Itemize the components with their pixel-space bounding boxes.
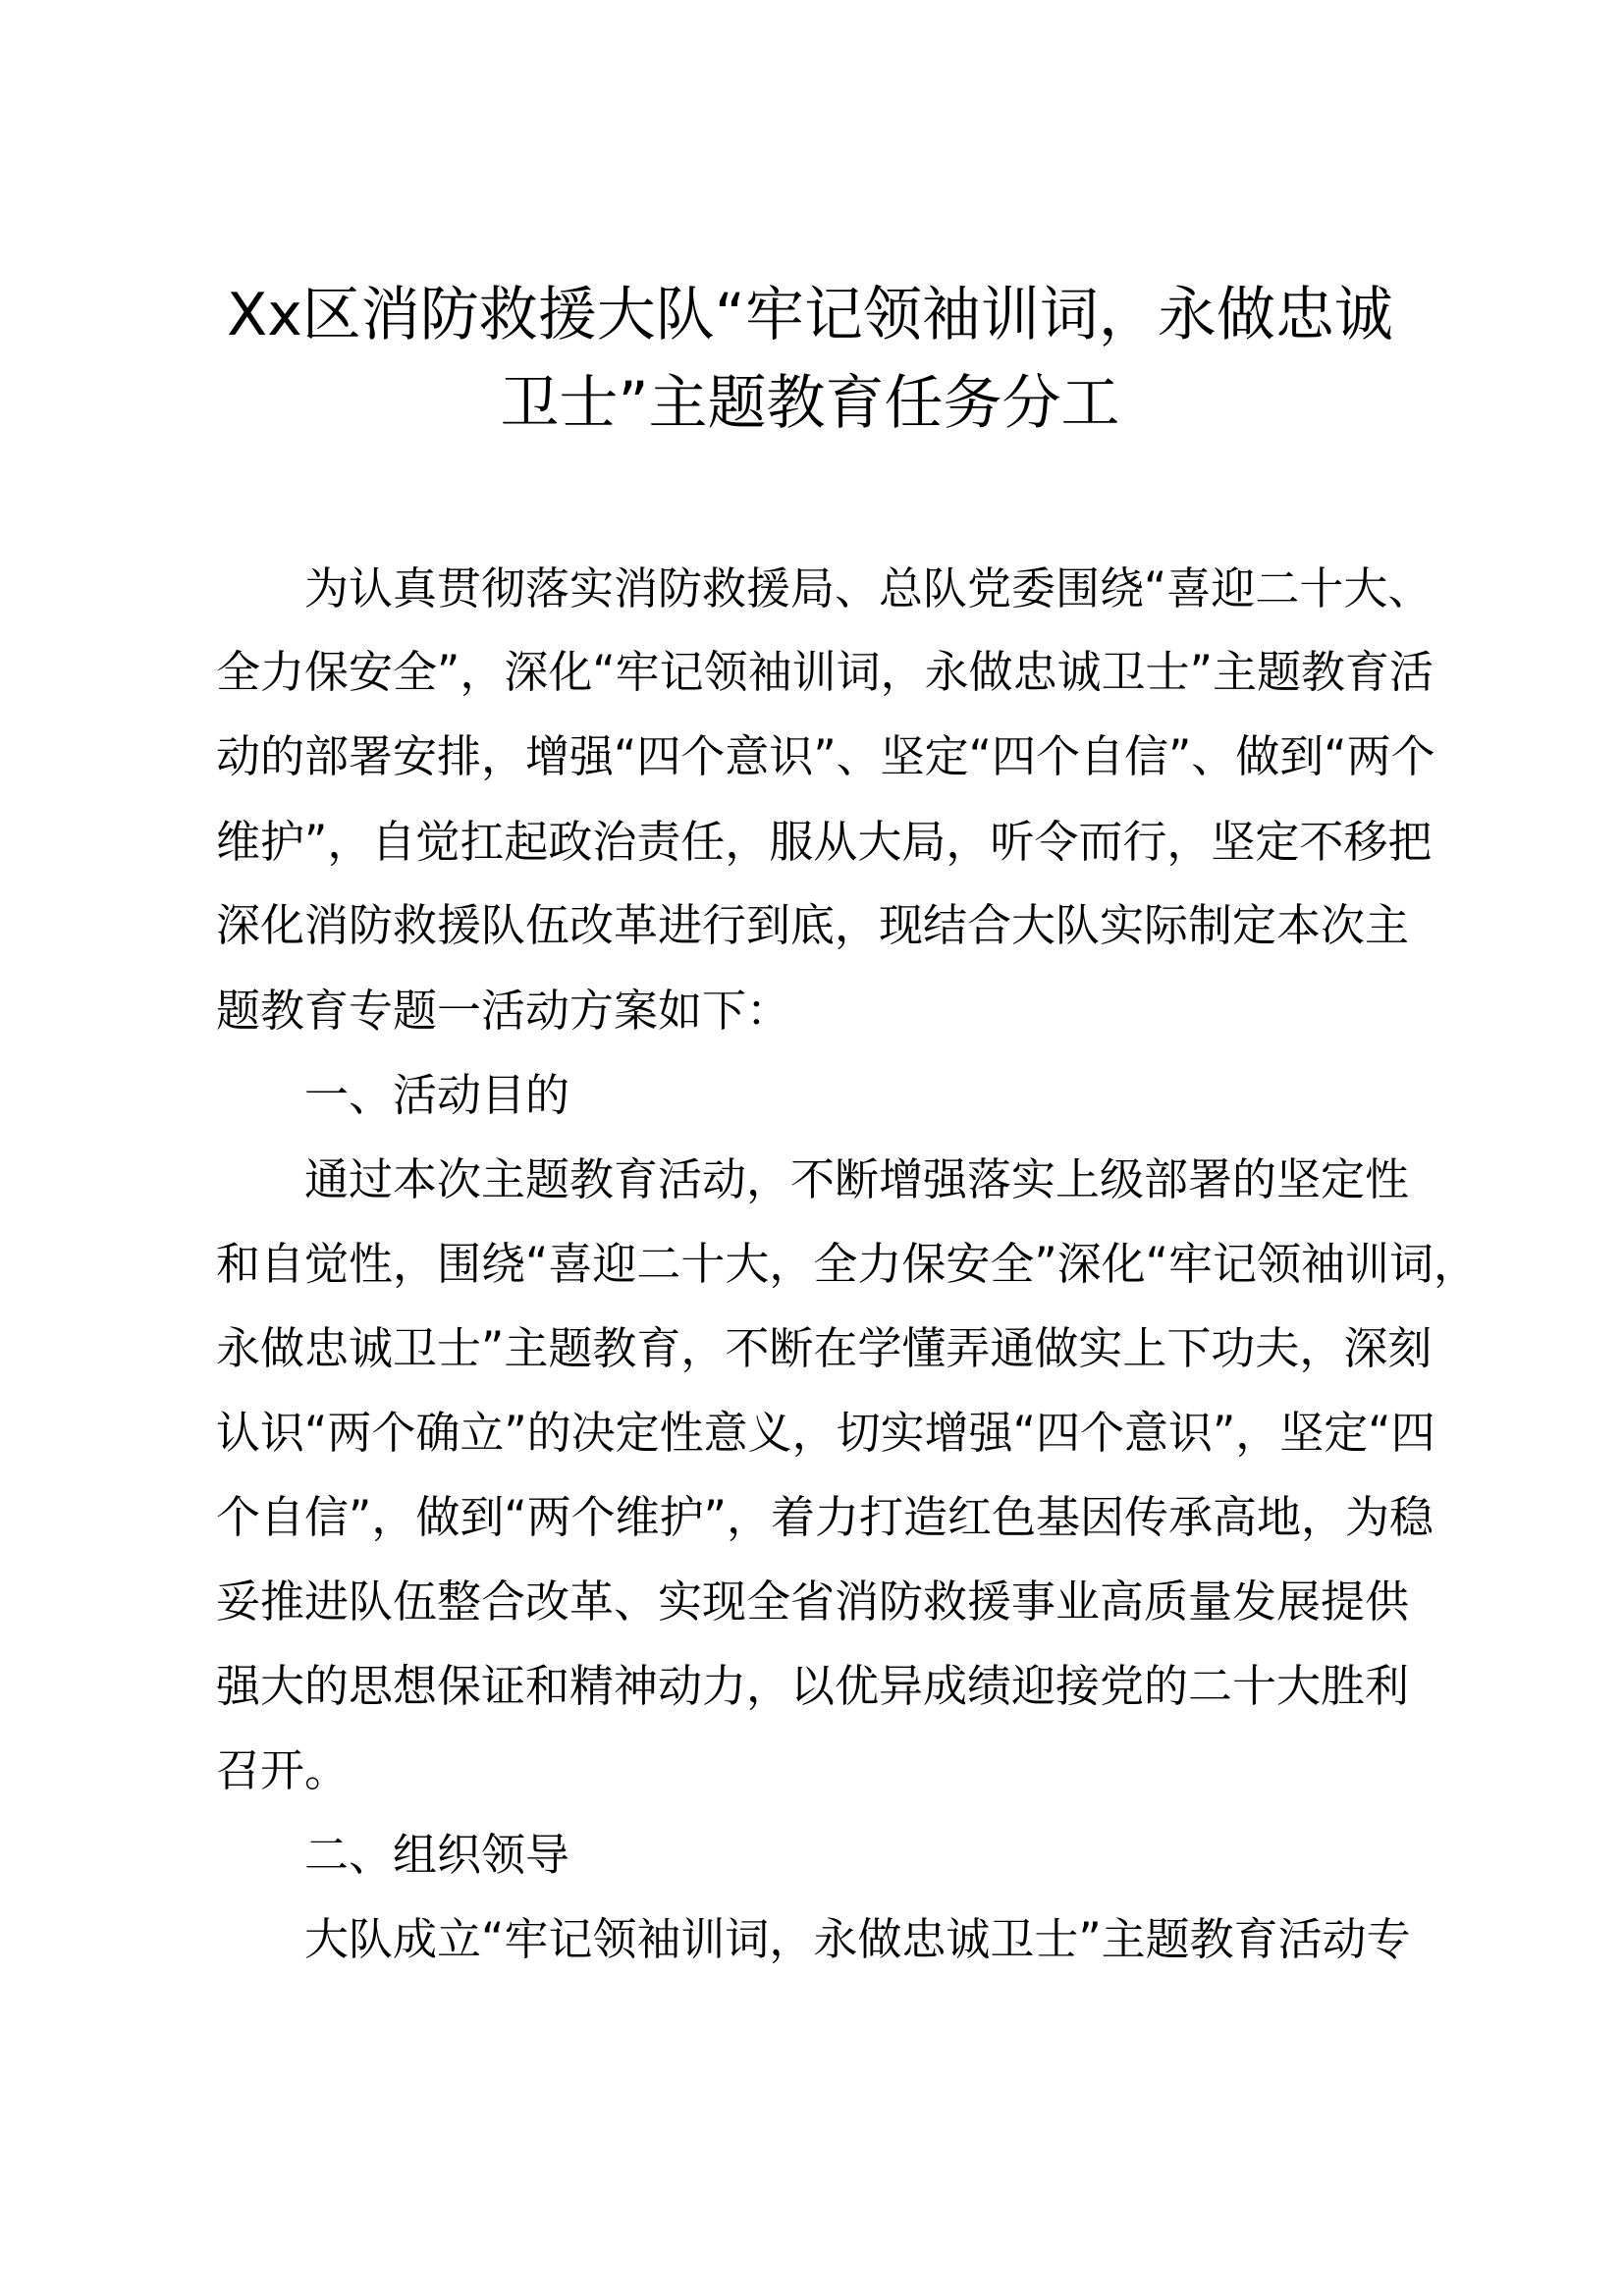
purpose-paragraph-line-4: 认识“两个确立”的决定性意义，切实增强“四个意识”，坚定“四 [216,1407,1435,1459]
intro-paragraph-line-5: 深化消防救援队伍改革进行到底，现结合大队实际制定本次主 [216,899,1410,951]
intro-paragraph-line-2: 全力保安全”，深化“牢记领袖训词，永做忠诚卫士”主题教育活 [216,646,1434,698]
purpose-paragraph-line-6: 妥推进队伍整合改革、实现全省消防救援事业高质量发展提供 [216,1575,1410,1628]
section-heading-purpose: 一、活动目的 [304,1069,570,1121]
section-heading-leadership: 二、组织领导 [304,1829,570,1881]
intro-paragraph-line-3: 动的部署安排，增强“四个意识”、坚定“四个自信”、做到“两个 [216,730,1435,782]
purpose-paragraph-line-5: 个自信”，做到“两个维护”，着力打造红色基因传承高地，为稳 [216,1491,1434,1543]
purpose-paragraph-line-1: 通过本次主题教育活动，不断增强落实上级部署的坚定性 [304,1153,1410,1205]
purpose-paragraph-line-3: 永做忠诚卫士”主题教育，不断在学懂弄通做实上下功夫，深刻 [216,1322,1433,1374]
purpose-paragraph-line-8: 召开。 [216,1744,350,1796]
document-title-line-2: 卫士”主题教育任务分工 [500,369,1120,438]
purpose-paragraph-line-2: 和自觉性，围绕“喜迎二十大，全力保安全”深化“牢记领袖训词， [216,1238,1478,1290]
document-title-line-1: Xx区消防救援大队“牢记领袖训词，永做忠诚 [227,281,1393,349]
intro-paragraph-line-4: 维护”，自觉扛起政治责任，服从大局，听令而行，坚定不移把 [216,816,1433,868]
intro-paragraph-line-6: 题教育专题一活动方案如下： [216,985,791,1037]
purpose-paragraph-line-7: 强大的思想保证和精神动力，以优异成绩迎接党的二十大胜利 [216,1660,1410,1712]
intro-paragraph-line-1: 为认真贯彻落实消防救援局、总队党委围绕“喜迎二十大、 [304,562,1433,614]
leadership-paragraph-line-1: 大队成立“牢记领袖训词，永做忠诚卫士”主题教育活动专 [304,1913,1411,1965]
